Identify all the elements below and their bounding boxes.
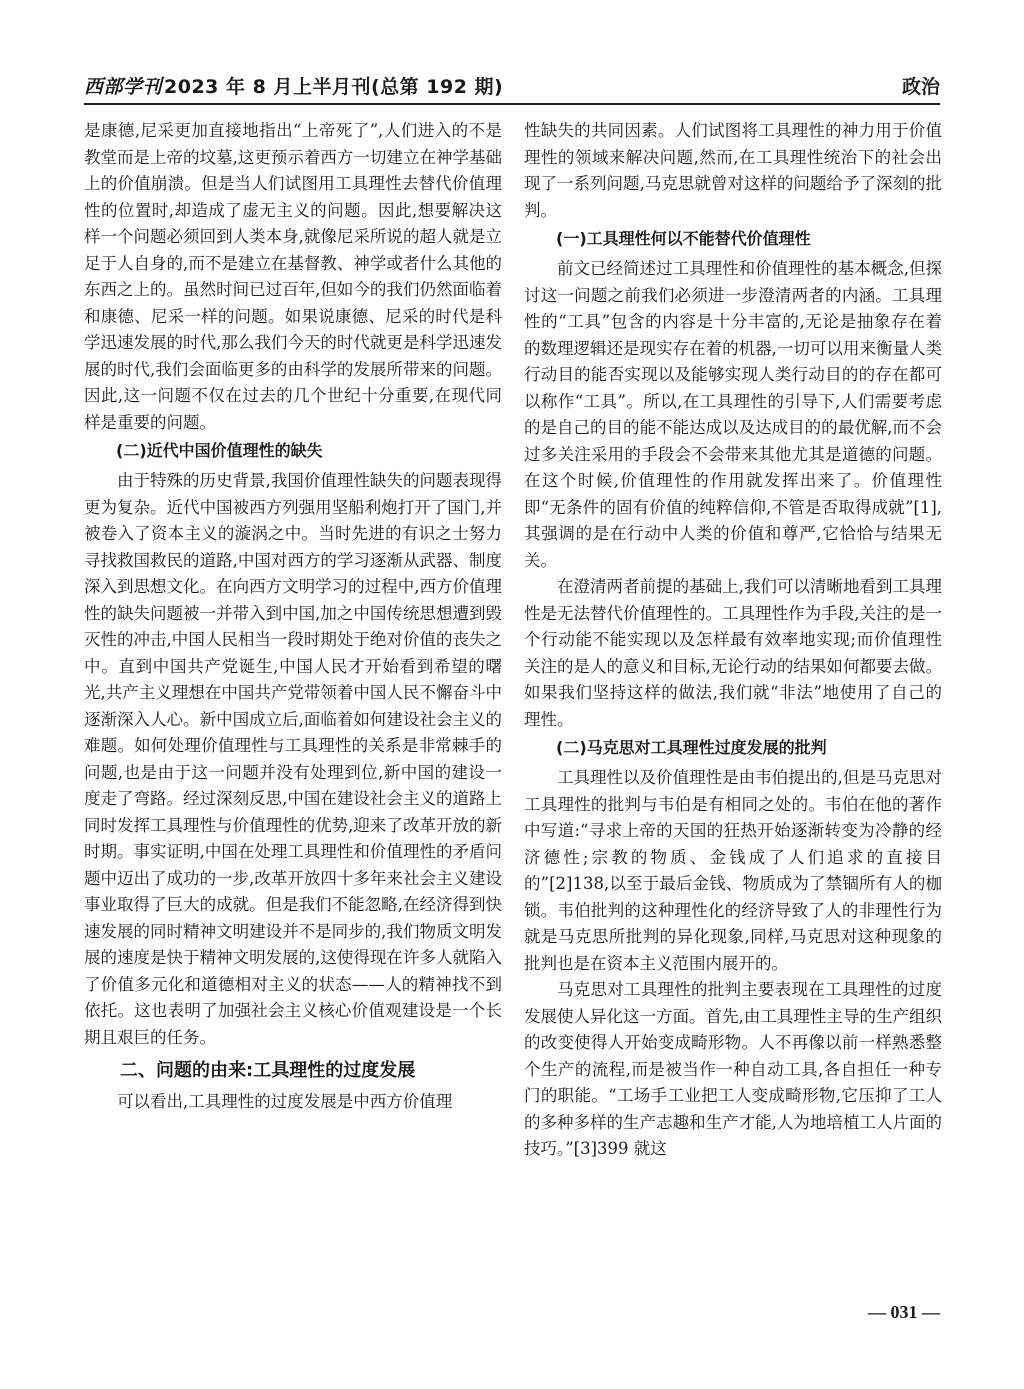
paragraph: 性缺失的共同因素。人们试图将工具理性的神力用于价值理性的领域来解决问题,然而,在工具理性统治下的社会出现了一系列问题,马克思就曾对这样的问题给予了深刻的批判。 xyxy=(524,121,942,220)
journal-title xyxy=(84,72,503,99)
section-heading: 二、问题的由来:工具理性的过度发展 xyxy=(120,1060,416,1081)
header-rule xyxy=(84,103,940,105)
journal-logo: 西部学刊 xyxy=(84,76,163,98)
paragraph: 前文已经简述过工具理性和价值理性的基本概念,但探讨这一问题之前我们必须进一步澄清两者的内涵。工具理性的“工具”包含的内容是十分丰富的,无论是抽象存在着的数理逻辑还是现实存在着的机器,一切可以用来衡量人类行动目的能否实现以及能够实现人类行动目的的存在都可以称作“工具”。所以,在工具理性的引导下,人们需要考虑的是自己的目的能不能达成以及达成目的的最优解,而不会过多关注采用的手段会不会带来其他尤其是道德的问题。在这个时候,价值理性的作用就发挥出来了。价值理性即“无条件的固有价值的纯粹信仰,不管是否取得成就”[1],其强调的是在行动中人类的价值和尊严,它恰恰与结果无关。 xyxy=(524,259,942,570)
paragraph: 由于特殊的历史背景,我国价值理性缺失的问题表现得更为复杂。近代中国被西方列强用坚船利炮打开了国门,并被卷入了资本主义的漩涡之中。当时先进的有识之士努力寻找救国救民的道路,中国对西方的学习逐渐从武器、制度深入到思想文化。在向西方文明学习的过程中,西方价值理性的缺失问题被一并带入到中国,加之中国传统思想遭到毁灭性的冲击,中国人民相当一段时期处于绝对价值的丧失之中。直到中国共产党诞生,中国人民才开始看到希望的曙光,共产主义理想在中国共产党带领着中国人民不懈奋斗中逐渐深入人心。新中国成立后,面临着如何建设社会主义的难题。如何处理价值理性与工具理性的关系是非常棘手的问题,也是由于这一问题并没有处理到位,新中国的建设一度走了弯路。经过深刻反思,中国在建设社会主义的道路上同时发挥工具理性与价值理性的优势,迎来了改革开放的新时期。事实证明,中国在处理工具理性和价值理性的矛盾问题中迈出了成功的一步,改革开放四十多年来社会主义建设事业取得了巨大的成就。但是我们不能忽略,在经济得到快速发展的同时精神文明建设并不是同步的,我们物质文明发展的速度是快于精神文明发展的,这使得现在许多人就陷入了价值多元化和道德相对主义的状态——人的精神找不到依托。这也表明了加强社会主义核心价值观建设是一个长期且艰巨的任务。 xyxy=(84,471,502,1047)
section-label: 政治 xyxy=(901,76,940,98)
subsection-heading: (一)工具理性何以不能替代价值理性 xyxy=(556,229,811,248)
paragraph: 是康德,尼采更加直接地指出“上帝死了”,人们进入的不是教堂而是上帝的坟墓,这更预示着西方一切建立在神学基础上的价值崩溃。但是当人们试图用工具理性去替代价值理性的位置时,却造成了虚无主义的问题。因此,想要解决这样一个问题必须回到人类本身,就像尼采所说的超人就是立足于人自身的,而不是建立在基督教、神学或者什么其他的东西之上的。虽然时间已过百年,但如今的我们仍然面临着和康德、尼采一样的问题。如果说康德、尼采的时代是科学迅速发展的时代,那么我们今天的时代就更是科学迅速发展的时代,我们会面临更多的由科学的发展所带来的问题。因此,这一问题不仅在过去的几个世纪十分重要,在现代同样是重要的问题。 xyxy=(84,121,502,432)
page-header xyxy=(84,68,940,104)
paragraph: 工具理性以及价值理性是由韦伯提出的,但是马克思对工具理性的批判与韦伯是有相同之处的。韦伯在他的著作中写道:“寻求上帝的天国的狂热开始逐渐转变为冷静的经济德性;宗教的物质、金钱成了人们追求的直接目的”[2]138,以至于最后金钱、物质成为了禁锢所有人的枷锁。韦伯批判的这种理性化的经济导致了人的非理性行为就是马克思所批判的异化现象,同样,马克思对这种现象的批判也是在资本主义范围内展开的。 xyxy=(524,768,942,973)
subsection-heading: (二)近代中国价值理性的缺失 xyxy=(116,441,323,460)
left-column xyxy=(84,118,502,1116)
right-column xyxy=(524,118,942,1163)
paragraph: 在澄清两者前提的基础上,我们可以清晰地看到工具理性是无法替代价值理性的。工具理性作为手段,关注的是一个行动能不能实现以及怎样最有效率地实现;而价值理性关注的是人的意义和目标,无论行动的结果如何都要去做。如果我们坚持这样的做法,我们就“非法”地使用了自己的理性。 xyxy=(524,577,942,729)
issue-info: 2023 年 8 月上半月刊(总第 192 期) xyxy=(164,76,504,98)
paragraph: 可以看出,工具理性的过度发展是中西方价值理 xyxy=(117,1092,453,1111)
subsection-heading: (二)马克思对工具理性过度发展的批判 xyxy=(556,738,827,757)
paragraph: 马克思对工具理性的批判主要表现在工具理性的过度发展使人异化这一方面。首先,由工具理性主导的生产组织的改变使得人开始变成畸形物。人不再像以前一样熟悉整个生产的流程,而是被当作一种自动工具,各自担任一种专门的职能。“工场手工业把工人变成畸形物,它压抑了工人的多种多样的生产志趣和生产才能,人为地培植工人片面的技巧。”[3]399 就这 xyxy=(524,980,942,1158)
page-number: — 031 — xyxy=(868,1302,940,1322)
